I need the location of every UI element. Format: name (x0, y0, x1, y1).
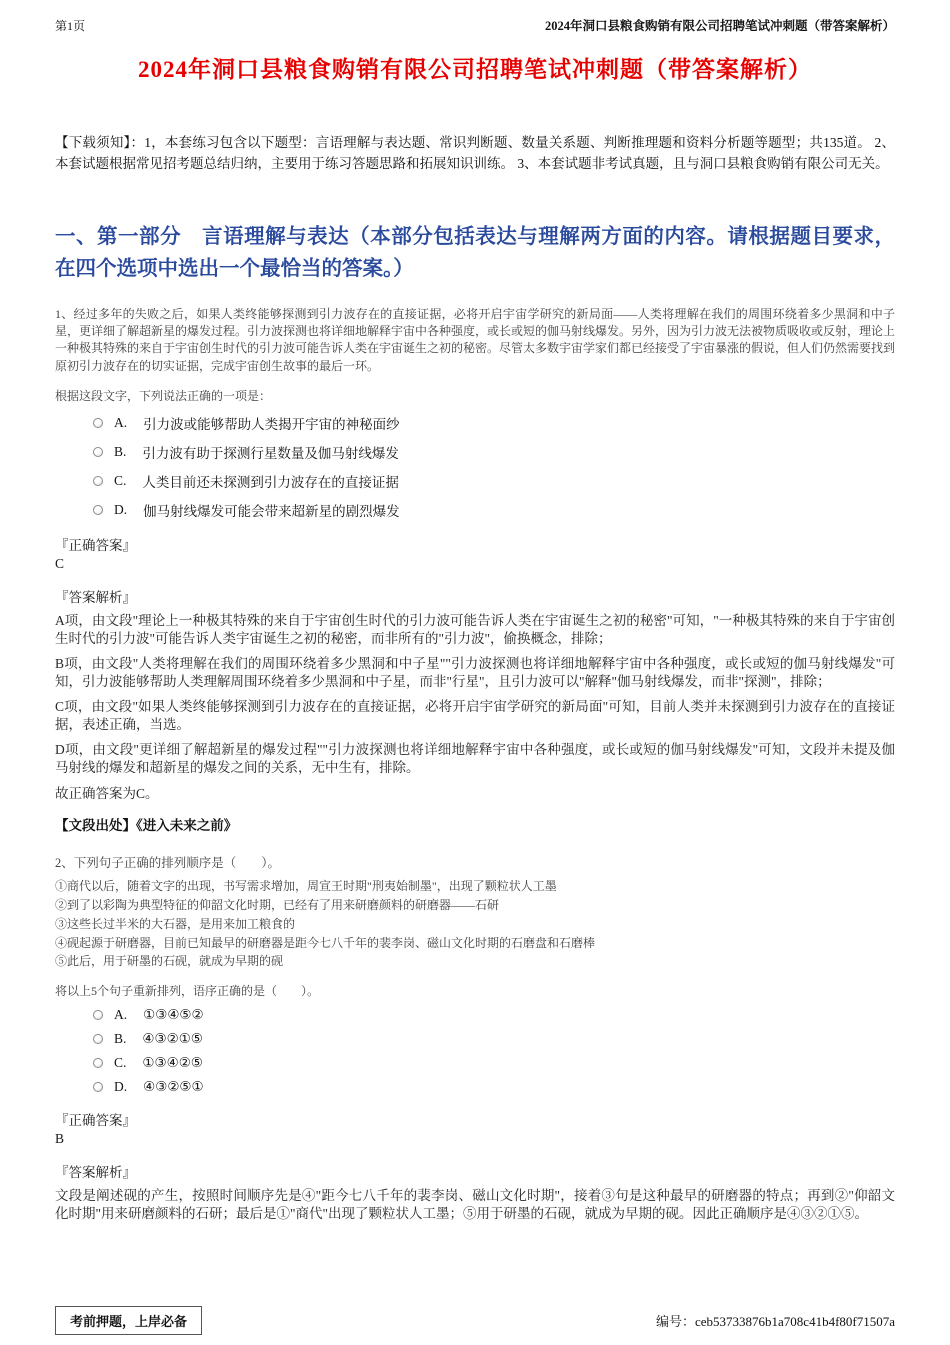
correct-answer-value: B (55, 1131, 65, 1147)
analysis-paragraph-b: B项，由文段"人类将理解在我们的周围环绕着多少黑洞和中子星""引力波探测也将详细地解释宇宙中各种强度，或长或短的伽马射线爆发"可知，引力波能够帮助人类理解周围环绕着多少黑洞和中子星，而非"行星"，且引力波可以"解释"伽马射线爆发，而非"探测"，排除； (55, 656, 895, 689)
question-2-prompt: 将以上5个句子重新排列，语序正确的是（ ）。 (55, 984, 320, 999)
code-label: 编号： (655, 1314, 695, 1329)
option-letter: B. (114, 1031, 127, 1047)
radio-icon[interactable] (93, 476, 103, 486)
radio-icon[interactable] (93, 505, 103, 515)
option-row-a (93, 1007, 895, 1023)
correct-answer-label: 『正确答案』 (55, 538, 136, 554)
page-footer (55, 1306, 895, 1335)
radio-icon[interactable] (93, 447, 103, 457)
conclusion-text: 故正确答案为C。 (55, 785, 159, 801)
option-letter: A. (114, 415, 128, 431)
radio-icon[interactable] (93, 1034, 103, 1044)
analysis-paragraph: 文段是阐述砚的产生，按照时间顺序先是④"距今七八千年的裴李岗、磁山文化时期"，接着③句是这种最早的研磨器的特点；再到②"仰韶文化时期"用来研磨颜料的石研；最后是①"商代"出现了颗粒状人工墨；⑤用于研墨的石砚，就成为早期的砚。因此正确顺序是④③②①⑤。 (55, 1188, 895, 1221)
analysis-paragraph-a: A项，由文段"理论上一种极其特殊的来自于宇宙创生时代的引力波可能告诉人类在宇宙诞生之初的秘密"可知，"一种极其特殊的来自于宇宙创生时代的引力波"可能告诉人类宇宙诞生之初的秘密，而非所有的"引力波"，偷换概念，排除； (55, 613, 895, 646)
question-1 (55, 306, 895, 834)
analysis-paragraph-d: D项，由文段"更详细了解超新星的爆发过程""引力波探测也将详细地解释宇宙中各种强度，或长或短的伽马射线爆发"可知，文段并未提及伽马射线的爆发和超新星的爆发之间的关系，无中生有，排除。 (55, 742, 895, 776)
option-row-d (93, 1079, 895, 1095)
sentence-item-2: ②到了以彩陶为典型特征的仰韶文化时期，已经有了用来研磨颜料的研磨器——石研 (55, 898, 500, 913)
option-row-c (93, 1055, 895, 1071)
option-row-b (93, 1031, 895, 1047)
radio-icon[interactable] (93, 418, 103, 428)
option-row-b (93, 442, 895, 462)
option-letter: D. (114, 1079, 128, 1095)
option-letter: C. (114, 473, 127, 489)
radio-icon[interactable] (93, 1082, 103, 1092)
radio-icon[interactable] (93, 1058, 103, 1068)
question-1-prompt: 根据这段文字，下列说法正确的一项是： (55, 389, 272, 404)
section-heading: 一、第一部分 言语理解与表达（本部分包括表达与理解两方面的内容。请根据题目要求，在四个选项中选出一个最恰当的答案。） (55, 225, 895, 281)
option-letter: B. (114, 444, 127, 460)
header-doc-title: 2024年洞口县粮食购销有限公司招聘笔试冲刺题（带答案解析） (544, 19, 895, 33)
option-text: ④③②⑤① (143, 1079, 204, 1095)
page-number: 第1页 (55, 19, 86, 33)
option-row-c (93, 471, 895, 491)
option-text: 引力波有助于探测行星数量及伽马射线爆发 (142, 446, 399, 462)
question-2 (55, 854, 895, 1222)
analysis-paragraph-c: C项，由文段"如果人类终能够探测到引力波存在的直接证据，必将开启宇宙学研究的新局面"可知，目前人类并未探测到引力波存在的直接证据，表述正确，当选。 (55, 699, 895, 732)
option-text: 引力波或能够帮助人类揭开宇宙的神秘面纱 (143, 417, 400, 433)
sentence-item-1: ①商代以后，随着文字的出现，书写需求增加，周宣王时期"刑夷始制墨"，出现了颗粒状人工墨 (55, 879, 557, 894)
question-1-options (55, 413, 895, 520)
option-letter: D. (114, 502, 128, 518)
option-row-a (93, 413, 895, 433)
sentence-item-4: ④砚起源于研磨器，目前已知最早的研磨器是距今七八千年的裴李岗、磁山文化时期的石磨盘和石磨棒 (55, 935, 596, 950)
sentence-item-5: ⑤此后，用于研墨的石砚，就成为早期的砚 (55, 954, 284, 969)
sentence-item-3: ③这些长过半米的大石器，是用来加工粮食的 (55, 916, 296, 931)
document-title: 2024年洞口县粮食购销有限公司招聘笔试冲刺题（带答案解析） (138, 57, 812, 82)
correct-answer-value: C (55, 556, 65, 572)
radio-icon[interactable] (93, 1010, 103, 1020)
option-text: ①③④⑤② (143, 1007, 204, 1023)
option-text: ④③②①⑤ (142, 1031, 203, 1047)
question-2-options (55, 1007, 895, 1095)
option-row-d (93, 500, 895, 520)
footer-code (656, 1311, 895, 1330)
question-1-stem: 1、经过多年的失败之后，如果人类终能够探测到引力波存在的直接证据，必将开启宇宙学研究的新局面——人类将理解在我们的周围环绕着多少黑洞和中子星，更详细了解超新星的爆发过程。引力波探测也将详细地解释宇宙中各种强度，或长或短的伽马射线爆发。另外，因为引力波无法被物质吸收或反射，理论上一种极其特殊的来自于宇宙创生时代的引力波可能告诉人类在宇宙诞生之初的秘密。尽管太多数宇宙学家们都已经接受了宇宙暴涨的假说，但人们仍然需要找到原初引力波存在的切实证据，完成宇宙创生故事的最后一环。 (55, 306, 896, 373)
code-value: ceb53733876b1a708c41b4f80f71507a (694, 1314, 895, 1329)
option-letter: A. (114, 1007, 128, 1023)
footer-slogan: 考前押题，上岸必备 (55, 1306, 202, 1335)
analysis-label: 『答案解析』 (55, 590, 136, 606)
option-letter: C. (114, 1055, 127, 1071)
source-reference: 【文段出处】《进入未来之前》 (55, 818, 238, 834)
correct-answer-label: 『正确答案』 (55, 1113, 136, 1129)
question-2-stem: 2、下列句子正确的排列顺序是（ ）。 (55, 856, 281, 871)
option-text: 伽马射线爆发可能会带来超新星的剧烈爆发 (143, 504, 400, 520)
option-text: 人类目前还未探测到引力波存在的直接证据 (142, 475, 399, 491)
analysis-label: 『答案解析』 (55, 1165, 136, 1181)
download-notice: 【下载须知】：1，本套练习包含以下题型：言语理解与表达题、常识判断题、数量关系题、判断推理题和资料分析题等题型；共135道。 2、本套试题根据常见招考题总结归纳，主要用于练习答题思路和拓展知识训练。 3、本套试题非考试真题，且与洞口县粮食购销有限公司无关。 (55, 135, 895, 171)
page-header (55, 16, 895, 34)
option-text: ①③④②⑤ (142, 1055, 203, 1071)
